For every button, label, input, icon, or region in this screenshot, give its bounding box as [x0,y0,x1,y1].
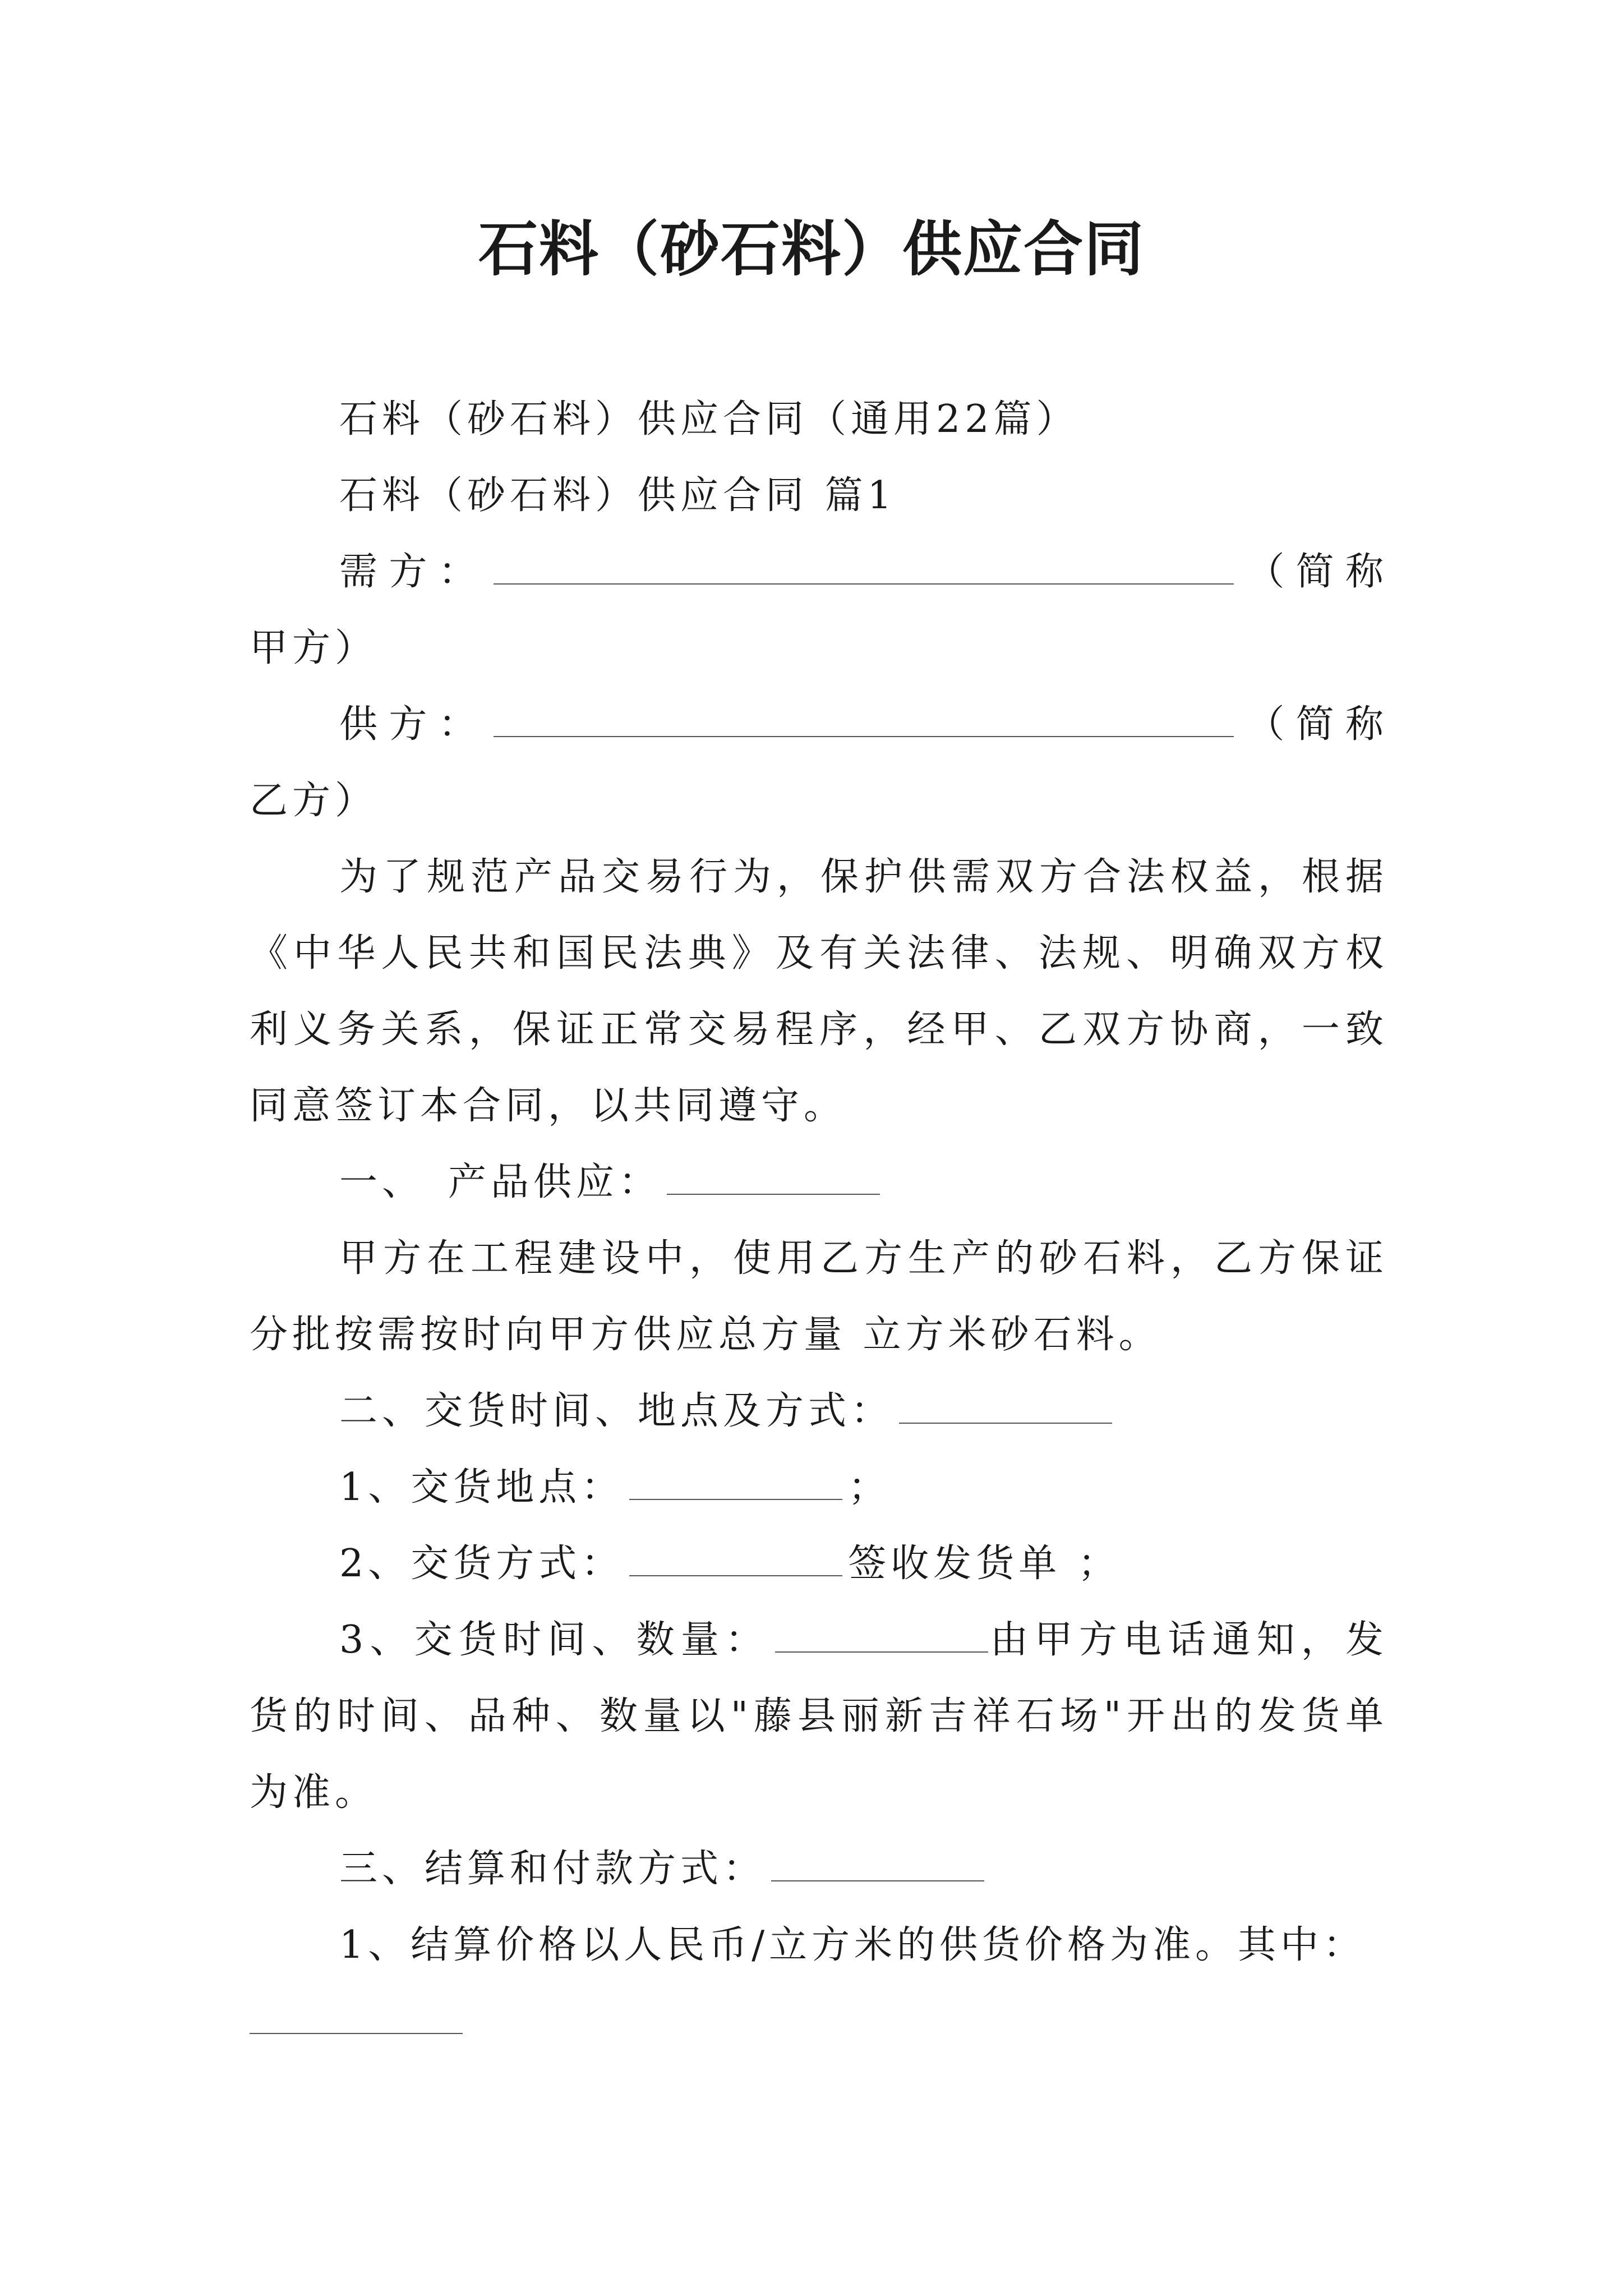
clause1-blank[interactable] [667,1161,880,1195]
supplier-line [250,687,1388,839]
document-body [250,381,1388,2060]
clause3-item1-blank-line [250,1984,1388,2060]
clause1-text: 甲方在工程建设中，使用乙方生产的砂石料，乙方保证分批按需按时向甲方供应总方量 立方米砂石料。 [250,1236,1388,1357]
buyer-blank[interactable] [494,551,1234,585]
supplier-suffix: （简称乙方） [250,702,1388,823]
supplier-label: 供方： [339,702,488,747]
clause2-item1-label: 1、交货地点： [339,1465,624,1510]
clause2-item1-suffix: ； [848,1465,891,1510]
buyer-suffix: （简称甲方） [250,550,1388,670]
clause3-item1-text: 1、结算价格以人民币/立方米的供货价格为准。其中： [339,1923,1366,1967]
clause2-item2 [250,1526,1388,1602]
clause2-item2-label: 2、交货方式： [339,1542,624,1586]
buyer-line [250,534,1388,687]
clause2-item1 [250,1450,1388,1526]
clause2-item3 [250,1602,1388,1831]
subtitle: 石料（砂石料）供应合同（通用22篇） [339,397,1079,441]
clause3-blank[interactable] [771,1848,984,1881]
section-heading: 石料（砂石料）供应合同 篇1 [339,473,896,518]
preamble: 为了规范产品交易行为，保护供需双方合法权益，根据《中华人民共和国民法典》及有关法律、法规、明确双方权利义务关系，保证正常交易程序，经甲、乙双方协商，一致同意签订本合同，以共同遵守。 [250,855,1388,1128]
clause2-heading-line [250,1373,1388,1450]
clause3-heading-line [250,1831,1388,1907]
clause3-item1 [250,1907,1388,1984]
clause2-blank[interactable] [899,1390,1112,1424]
document-title: 石料（砂石料）供应合同 [478,215,1145,284]
clause1-heading: 一、 产品供应： [339,1160,662,1204]
clause1-heading-line [250,1144,1388,1221]
price-detail-blank[interactable] [250,2000,463,2034]
buyer-label: 需方： [339,550,488,594]
clause2-item2-suffix: 签收发货单 ； [848,1542,1121,1586]
clause2-item3-text: 由甲方电话通知，发货的时间、品种、数量以"藤县丽新吉祥石场"开出的发货单为准。 [250,1618,1388,1815]
delivery-location-blank[interactable] [629,1466,842,1500]
clause2-item3-label: 3、交货时间、数量： [339,1618,770,1662]
delivery-method-blank[interactable] [629,1543,842,1576]
supplier-blank[interactable] [494,703,1234,737]
clause3-heading: 三、结算和付款方式： [339,1847,766,1891]
delivery-time-blank[interactable] [775,1619,988,1653]
clause2-heading: 二、交货时间、地点及方式： [339,1389,894,1433]
